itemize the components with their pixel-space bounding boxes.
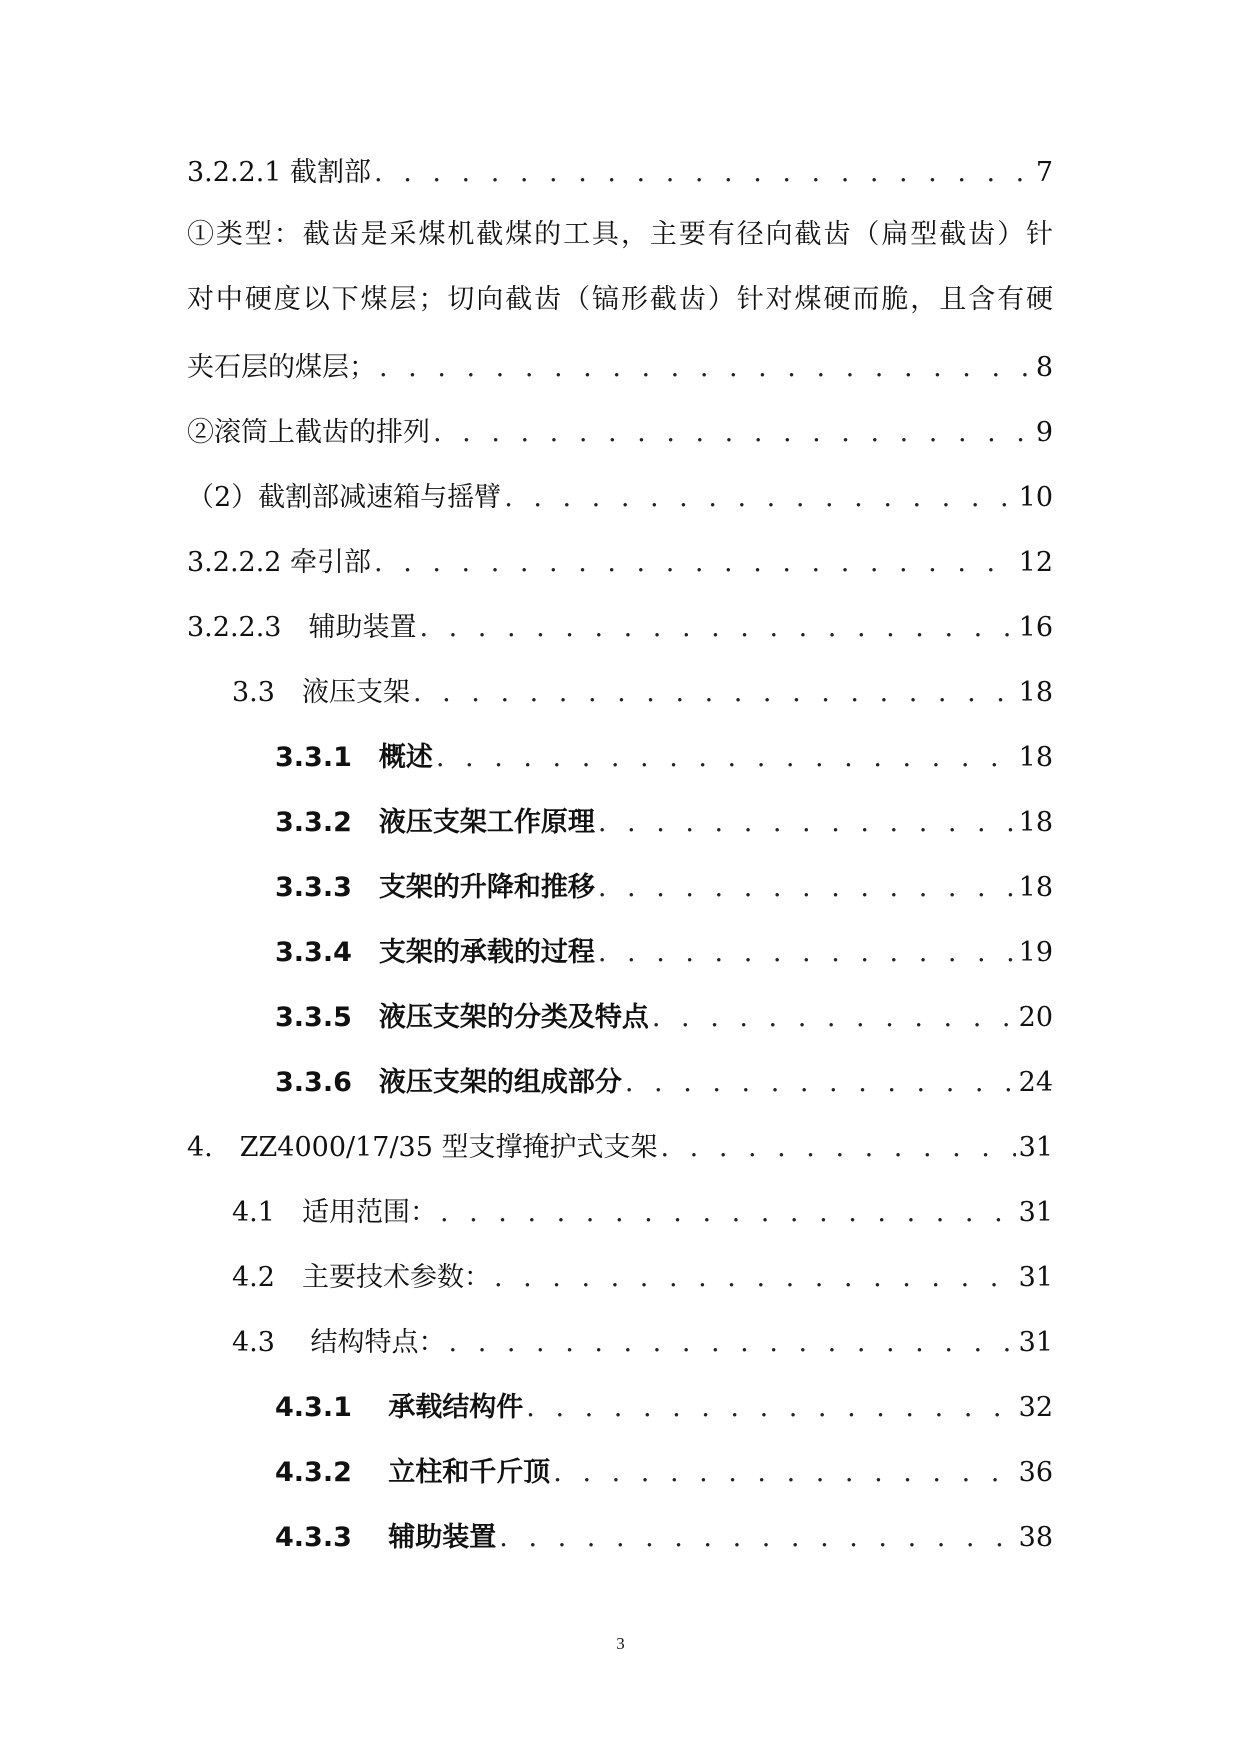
toc-entry-page: 19: [1018, 937, 1053, 968]
toc-entry-page: 38: [1018, 1522, 1053, 1553]
toc-entry-label: 4.3.1 承载结构件: [275, 1392, 524, 1423]
toc-leader-dots: [449, 1327, 1016, 1358]
toc-entry-label: 夹石层的煤层；: [187, 352, 376, 383]
toc-entry-label: 3.3.5 液压支架的分类及特点: [275, 1002, 649, 1033]
toc-entry-label: （2）截割部减速箱与摇臂: [187, 482, 502, 513]
toc-entry-page: 31: [1018, 1262, 1053, 1293]
toc-entry-label: 4. ZZ4000/17/35 型支撑掩护式支架: [187, 1132, 658, 1163]
toc-entry[interactable]: [187, 1515, 1053, 1580]
toc-entry-page: 7: [1035, 157, 1053, 188]
toc-entry-label: 4.3.3 辅助装置: [275, 1522, 497, 1553]
toc-entry-label: 3.3.2 液压支架工作原理: [275, 807, 595, 838]
toc-entry[interactable]: [187, 345, 1053, 410]
toc-entry-page: 32: [1018, 1392, 1053, 1423]
toc-entry-page: 10: [1018, 482, 1053, 513]
toc-entry-label: 3.2.2.1 截割部: [187, 157, 372, 188]
toc-entry[interactable]: [187, 1060, 1053, 1125]
toc-entry-page: 18: [1018, 677, 1053, 708]
toc-entry[interactable]: [187, 1190, 1053, 1255]
table-of-contents: [187, 150, 1053, 1580]
toc-entry[interactable]: [187, 1125, 1053, 1190]
toc-leader-dots: [413, 677, 1016, 708]
toc-entry-page: 18: [1018, 807, 1053, 838]
toc-entry[interactable]: [187, 995, 1053, 1060]
toc-entry[interactable]: [187, 930, 1053, 995]
page-number: 3: [616, 1634, 625, 1653]
toc-entry[interactable]: [187, 605, 1053, 670]
toc-leader-dots: [625, 1067, 1016, 1098]
toc-entry[interactable]: [187, 1385, 1053, 1450]
toc-entry[interactable]: [187, 475, 1053, 540]
toc-leader-dots: [504, 482, 1015, 513]
toc-leader-dots: [374, 157, 1033, 188]
toc-entry[interactable]: [187, 540, 1053, 605]
toc-entry[interactable]: [187, 1450, 1053, 1515]
toc-leader-dots: [526, 1392, 1015, 1423]
toc-leader-dots: [660, 1132, 1015, 1163]
toc-entry-label: 3.2.2.2 牵引部: [187, 547, 372, 578]
toc-leader-dots: [379, 352, 1033, 383]
toc-entry-label: 4.3.2 立柱和千斤顶: [275, 1457, 551, 1488]
toc-entry[interactable]: [187, 800, 1053, 865]
toc-paragraph-line: ①类型：截齿是采煤机截煤的工具，主要有径向截齿（扁型截齿）针: [187, 219, 1053, 250]
toc-entry-page: 36: [1018, 1457, 1053, 1488]
toc-leader-dots: [553, 1457, 1015, 1488]
toc-entry-label: ②滚筒上截齿的排列: [187, 417, 430, 448]
toc-entry[interactable]: [187, 670, 1053, 735]
toc-leader-dots: [598, 807, 1016, 838]
toc-leader-dots: [433, 417, 1033, 448]
toc-entry-page: 31: [1018, 1197, 1053, 1228]
toc-entry-page: 31: [1018, 1132, 1053, 1163]
toc-entry[interactable]: [187, 735, 1053, 800]
toc-entry-page: 16: [1018, 612, 1053, 643]
toc-entry-page: 31: [1018, 1327, 1053, 1358]
toc-entry-page: 24: [1018, 1067, 1053, 1098]
toc-leader-dots: [652, 1002, 1016, 1033]
toc-entry-label: 4.3 结构特点：: [232, 1327, 446, 1358]
toc-entry-label: 3.3 液压支架: [232, 677, 410, 708]
toc-entry[interactable]: [187, 1255, 1053, 1320]
toc-entry-label: 4.1 适用范围：: [232, 1197, 437, 1228]
toc-entry-page: 9: [1035, 417, 1053, 448]
toc-leader-dots: [598, 937, 1016, 968]
toc-leader-dots: [419, 612, 1015, 643]
toc-paragraph-line: 对中硬度以下煤层；切向截齿（镐形截齿）针对煤硬而脆，且含有硬: [187, 284, 1053, 315]
toc-entry-page: 12: [1018, 547, 1053, 578]
toc-entry-page: 8: [1035, 352, 1053, 383]
toc-entry-label: 3.3.1 概述: [275, 742, 433, 773]
toc-entry[interactable]: [187, 410, 1053, 475]
toc-entry-label: 3.3.3 支架的升降和推移: [275, 872, 595, 903]
toc-leader-dots: [598, 872, 1016, 903]
toc-entry-label: 3.2.2.3 辅助装置: [187, 612, 417, 643]
toc-entry-page: 18: [1018, 872, 1053, 903]
toc-leader-dots: [499, 1522, 1015, 1553]
toc-leader-dots: [436, 742, 1016, 773]
toc-entry-label: 3.3.6 液压支架的组成部分: [275, 1067, 622, 1098]
toc-entry-label: 4.2 主要技术参数：: [232, 1262, 491, 1293]
toc-leader-dots: [494, 1262, 1016, 1293]
toc-entry[interactable]: [187, 150, 1053, 215]
toc-leader-dots: [440, 1197, 1016, 1228]
toc-leader-dots: [374, 547, 1016, 578]
toc-entry-label: 3.3.4 支架的承载的过程: [275, 937, 595, 968]
toc-entry-page: 20: [1018, 1002, 1053, 1033]
toc-entry[interactable]: [187, 1320, 1053, 1385]
toc-entry[interactable]: [187, 865, 1053, 930]
toc-entry-page: 18: [1018, 742, 1053, 773]
